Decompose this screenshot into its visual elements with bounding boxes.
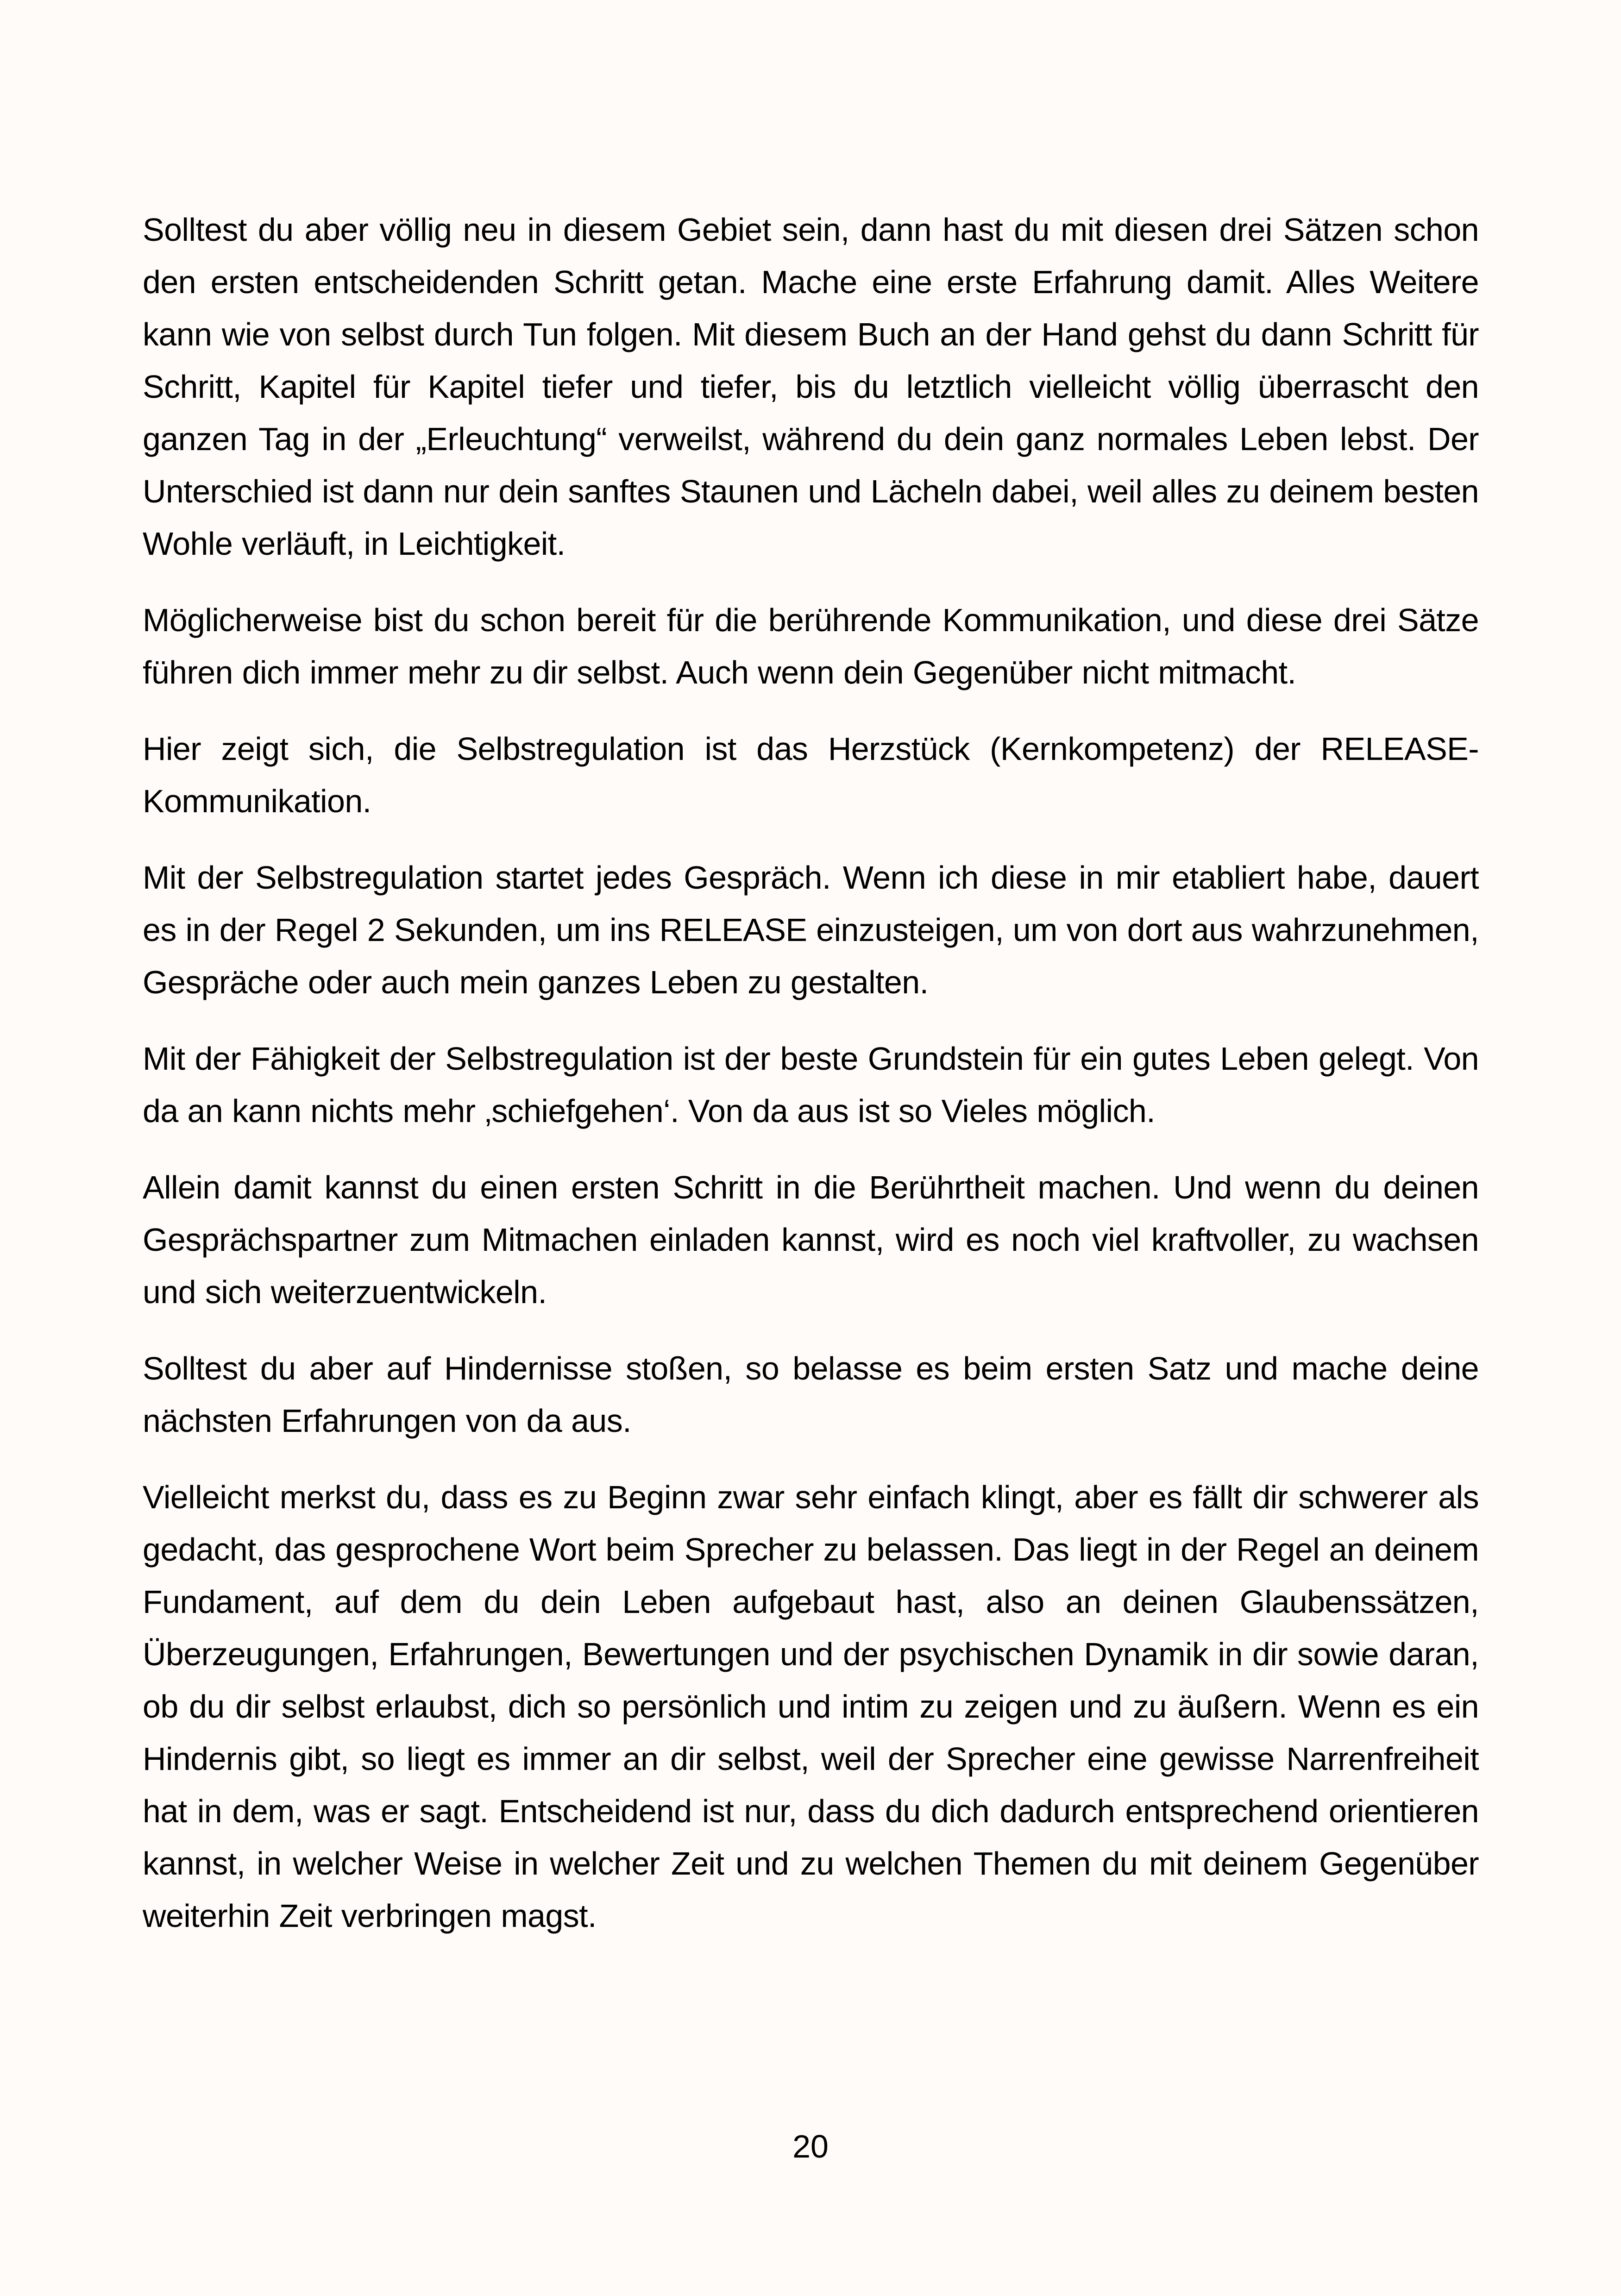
page-body bbox=[143, 204, 1479, 1966]
paragraph-2: Möglicherweise bist du schon bereit für die berührende Kommunikation, und diese drei Sätze führen dich immer mehr zu dir selbst. Auch wenn dein Gegenüber nicht mitmacht. bbox=[143, 602, 1479, 690]
page-number: 20 bbox=[792, 2128, 829, 2164]
paragraph-1: Solltest du aber völlig neu in diesem Gebiet sein, dann hast du mit diesen drei Sätzen schon den ersten entscheidenden Schritt getan. Mache eine erste Erfahrung damit. Alles Weitere kann wie von selbst durch Tun folgen. Mit diesem Buch an der Hand gehst du dann Schritt für Schritt, Kapitel für Kapitel tiefer und tiefer, bis du letztlich vielleicht völlig überrascht den ganzen Tag in der „Erleuchtung“ verweilst, während du dein ganz normales Leben lebst. Der Unterschied ist dann nur dein sanftes Staunen und Lächeln dabei, weil alles zu deinem besten Wohle verläuft, in Leichtigkeit. bbox=[143, 212, 1479, 562]
paragraph-6: Allein damit kannst du einen ersten Schritt in die Berührtheit machen. Und wenn du deinen Gesprächspartner zum Mitmachen einladen kannst, wird es noch viel kraftvoller, zu wachsen und sich weiterzuentwickeln. bbox=[143, 1169, 1479, 1310]
paragraph-7: Solltest du aber auf Hindernisse stoßen, so belasse es beim ersten Satz und mache deine nächsten Erfahrungen von da aus. bbox=[143, 1350, 1479, 1439]
paragraph-3: Hier zeigt sich, die Selbstregulation ist das Herzstück (Kernkompetenz) der RELEASE-Kommunikation. bbox=[143, 731, 1479, 819]
paragraph-4: Mit der Selbstregulation startet jedes Gespräch. Wenn ich diese in mir etabliert habe, dauert es in der Regel 2 Sekunden, um ins RELEASE einzusteigen, um von dort aus wahrzunehmen, Gespräche oder auch mein ganzes Leben zu gestalten. bbox=[143, 859, 1479, 1000]
paragraph-5: Mit der Fähigkeit der Selbstregulation ist der beste Grundstein für ein gutes Leben gelegt. Von da an kann nichts mehr ‚schiefgehen‘. Von da aus ist so Vieles möglich. bbox=[143, 1041, 1479, 1129]
paragraph-8: Vielleicht merkst du, dass es zu Beginn zwar sehr einfach klingt, aber es fällt dir schwerer als gedacht, das gesprochene Wort beim Sprecher zu belassen. Das liegt in der Regel an deinem Fundament, auf dem du dein Leben aufgebaut hast, also an deinen Glaubenssätzen, Überzeugungen, Erfahrungen, Bewertungen und der psychischen Dynamik in dir sowie daran, ob du dir selbst erlaubst, dich so persönlich und intim zu zeigen und zu äußern. Wenn es ein Hindernis gibt, so liegt es immer an dir selbst, weil der Sprecher eine gewisse Narrenfreiheit hat in dem, was er sagt. Entscheidend ist nur, dass du dich dadurch entsprechend orientieren kannst, in welcher Weise in welcher Zeit und zu welchen Themen du mit deinem Gegenüber weiterhin Zeit verbringen magst. bbox=[143, 1479, 1479, 1934]
